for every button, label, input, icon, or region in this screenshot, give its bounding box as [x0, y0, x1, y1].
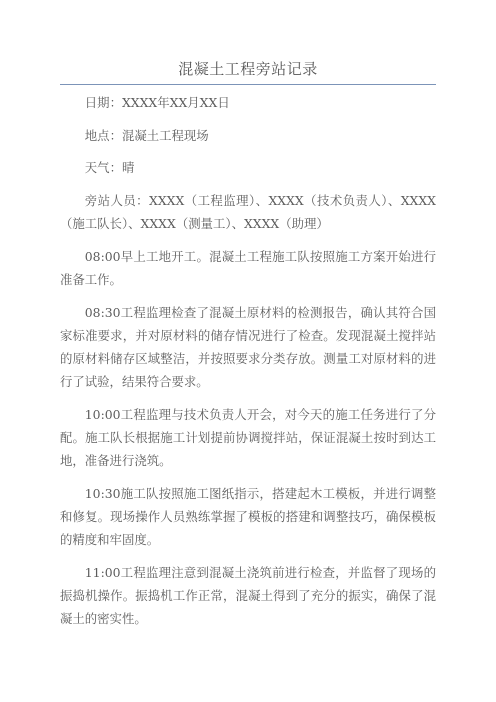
title-divider [60, 84, 436, 85]
document-title: 混凝土工程旁站记录 [178, 60, 318, 78]
personnel-line: 旁站人员：XXXX（工程监理）、XXXX（技术负责人）、XXXX（施工队长）、XXXX（测量工）、XXXX（助理） [60, 192, 436, 231]
weather-line: 天气：晴 [84, 160, 135, 176]
log-entry: 10:00工程监理与技术负责人开会，对今天的施工任务进行了分配。施工队长根据施工计划提前协调搅拌站，保证混凝土按时到达工地，准备进行浇筑。 [60, 406, 436, 468]
log-entry: 11:00工程监理注意到混凝土浇筑前进行检查，并监督了现场的振捣机操作。振捣机工作正常，混凝土得到了充分的振实，确保了混凝土的密实性。 [60, 564, 436, 626]
log-entry: 08:00早上工地开工。混凝土工程施工队按照施工方案开始进行准备工作。 [60, 248, 436, 287]
document-body [60, 92, 436, 641]
log-entry: 08:30工程监理检查了混凝土原材料的检测报告，确认其符合国家标准要求，并对原材料的储存情况进行了检查。发现混凝土搅拌站的原材料储存区域整洁，并按照要求分类存放。测量工对原材料的进行了试验，结果符合要求。 [60, 305, 436, 389]
log-entry: 10:30施工队按照施工图纸指示，搭建起木工模板，并进行调整和修复。现场操作人员熟练掌握了模板的搭建和调整技巧，确保模板的精度和牢固度。 [60, 485, 436, 547]
location-line: 地点：混凝土工程现场 [84, 127, 209, 143]
date-line: 日期：XXXX年XX月XX日 [84, 95, 230, 110]
